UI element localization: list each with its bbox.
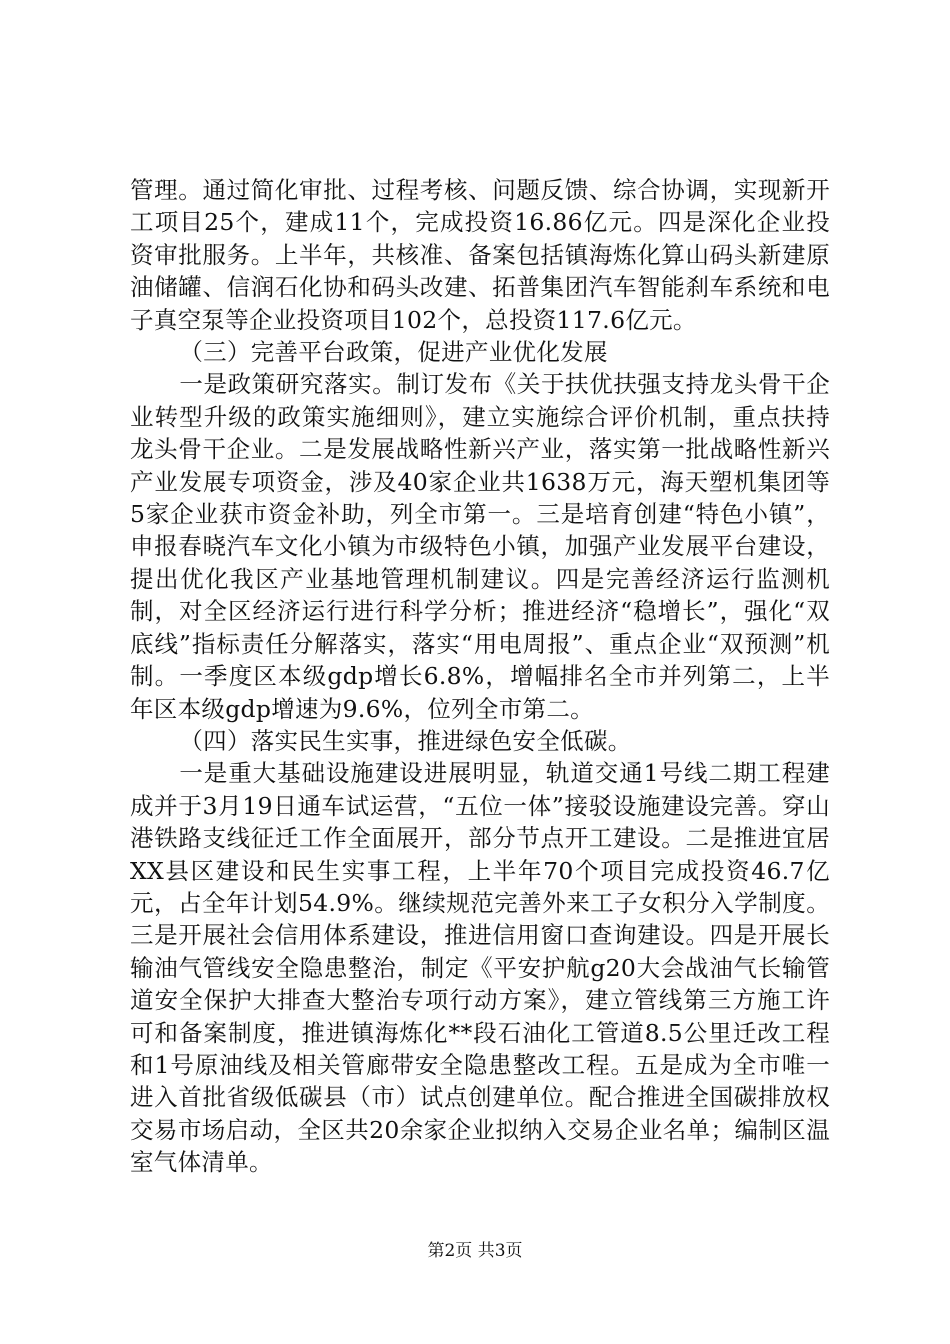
section-heading-3: （三）完善平台政策，促进产业优化发展: [179, 338, 608, 367]
section-heading-4: （四）落实民生实事，推进绿色安全低碳。: [179, 726, 632, 755]
page-footer: [0, 1240, 950, 1262]
document-body: [130, 174, 830, 1179]
paragraph-p3: 一是政策研究落实。制订发布《关于扶优扶强支持龙头骨干企业转型升级的政策实施细则》，建立实施综合评价机制，重点扶持龙头骨干企业。二是发展战略性新兴产业，落实第一批战略性新兴产业发展专项资金，涉及40家企业共1638万元，海天塑机集团等5家企业获市资金补助，列全市第一。三是培育创建“特色小镇”，申报春晓汽车文化小镇为市级特色小镇，加强产业发展平台建设，提出优化我区产业基地管理机制建议。四是完善经济运行监测机制，对全区经济运行进行科学分析；推进经济“稳增长”，强化“双底线”指标责任分解落实，落实“用电周报”、重点企业“双预测”机制。一季度区本级gdp增长6.8%，增幅排名全市并列第二，上半年区本级gdp增速为9.6%，位列全市第二。: [130, 370, 830, 723]
page-number-label: 第2页 共3页: [427, 1241, 523, 1261]
paragraph-p5: 一是重大基础设施建设进展明显，轨道交通1号线二期工程建成并于3月19日通车试运营，“五位一体”接驳设施建设完善。穿山港铁路支线征迁工作全面展开，部分节点开工建设。二是推进宜居XX县区建设和民生实事工程，上半年70个项目完成投资46.7亿元，占全年计划54.9%。继续规范完善外来工子女积分入学制度。三是开展社会信用体系建设，推进信用窗口查询建设。四是开展长输油气管线安全隐患整治，制定《平安护航g20大会战油气长输管道安全保护大排查大整治专项行动方案》，建立管线第三方施工许可和备案制度，推进镇海炼化**段石油化工管道8.5公里迁改工程和1号原油线及相关管廊带安全隐患整改工程。五是成为全市唯一进入首批省级低碳县（市）试点创建单位。配合推进全国碳排放权交易市场启动，全区共20余家企业拟纳入交易企业名单；编制区温室气体清单。: [130, 759, 830, 1177]
paragraph-p1: 管理。通过简化审批、过程考核、问题反馈、综合协调，实现新开工项目25个，建成11个，完成投资16.86亿元。四是深化企业投资审批服务。上半年，共核准、备案包括镇海炼化算山码头新建原油储罐、信润石化协和码头改建、拓普集团汽车智能刹车系统和电子真空泵等企业投资项目102个，总投资117.6亿元。: [130, 176, 830, 334]
